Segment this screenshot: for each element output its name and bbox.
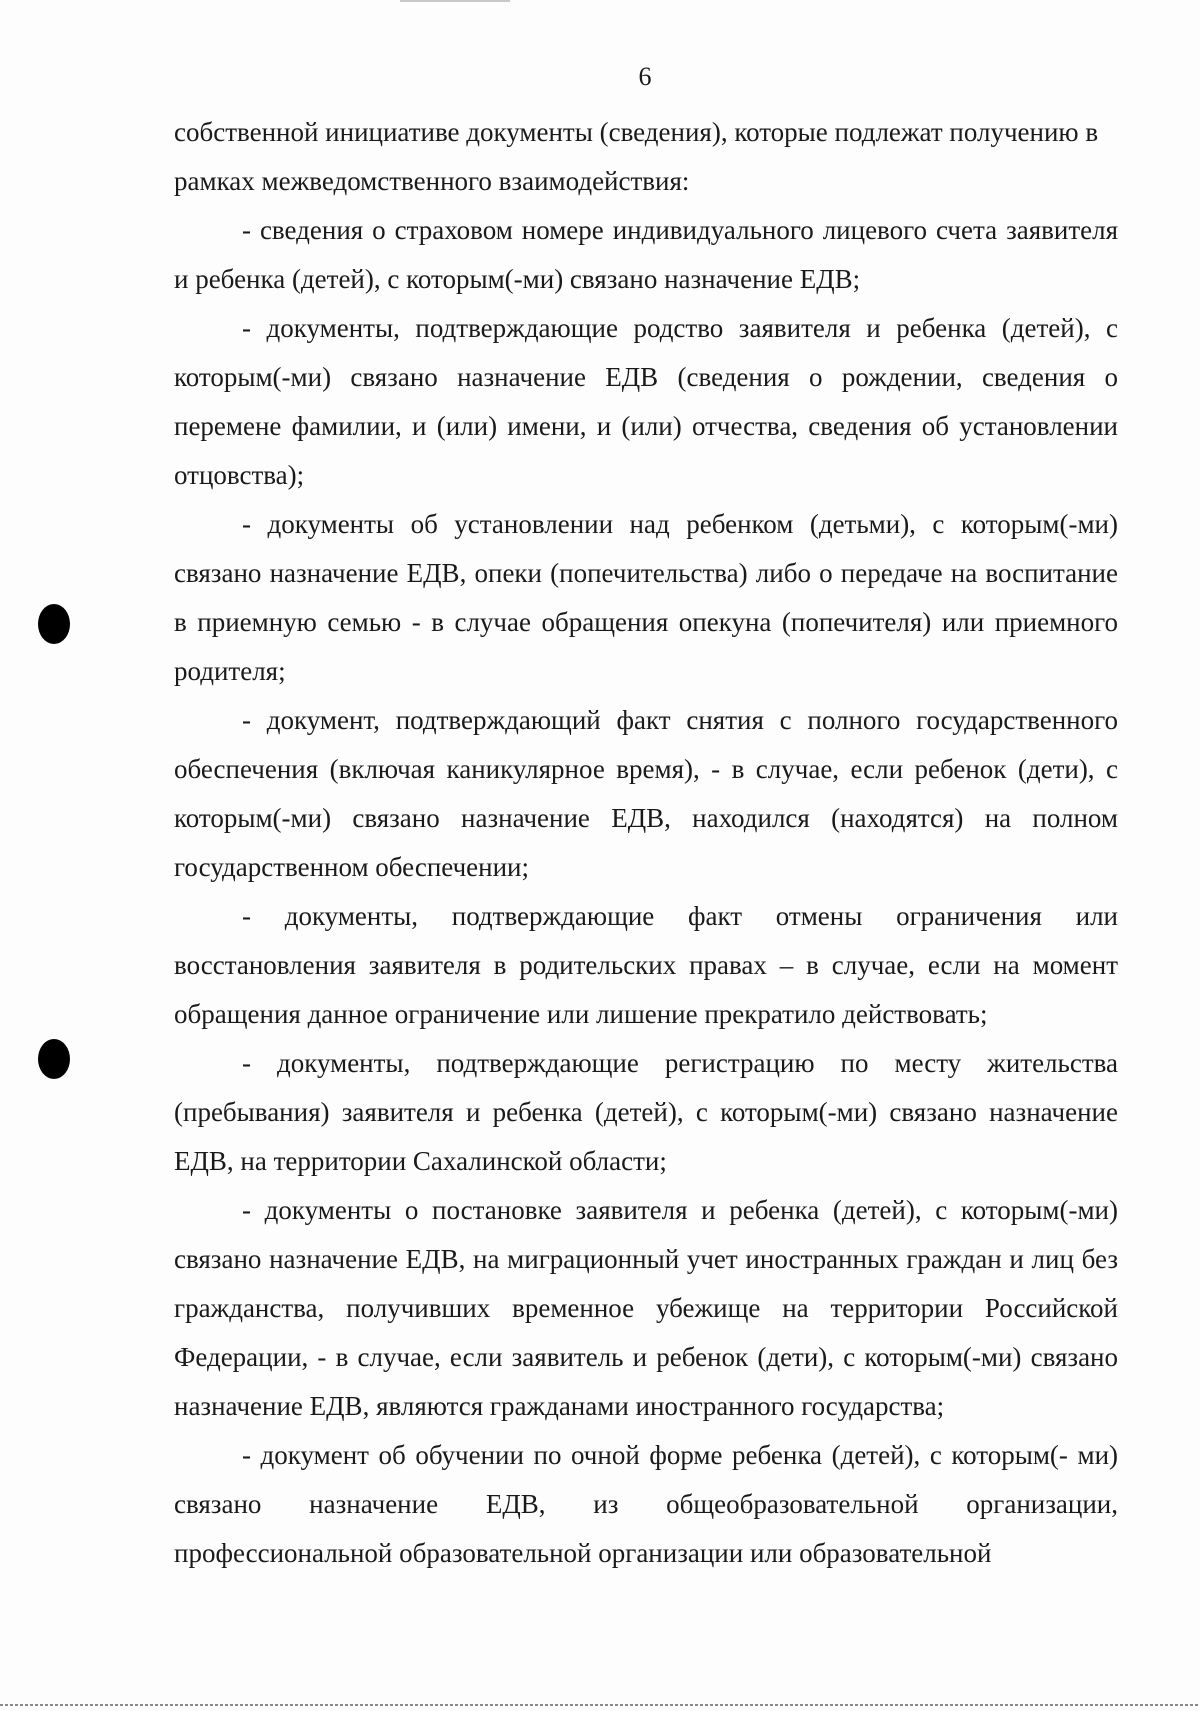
text-line: Федерации, - в случае, если заявитель и ребенок (дети), с которым(-ми) [174,1342,1022,1372]
list-item-paragraph [174,1186,1118,1431]
text-line: обращения данное ограничение или лишение прекратило действовать; [174,999,988,1029]
text-line: назначение ЕДВ, на территории Сахалинской области; [174,1097,1118,1176]
text-line: - документы, подтверждающие регистрацию по месту жительства [242,1048,1118,1078]
text-line: перемене фамилии, и (или) имени, и (или) отчества, сведения об [174,411,950,441]
text-line: ми) связано назначение ЕДВ, из общеобразовательной организации, [174,1440,1119,1519]
text-line: установлении отцовства); [174,411,1118,490]
scan-artifact-bottom [0,1704,1200,1706]
text-line: связано назначение ЕДВ, опеки (попечительства) либо о передаче на [174,558,978,588]
text-line: профессиональной образовательной организации или образовательной [174,1538,992,1568]
text-line: связано назначение ЕДВ, являются гражданами иностранного государства; [174,1342,1119,1421]
text-line: государственном обеспечении; [174,852,529,882]
page-number: 6 [638,62,652,91]
binder-hole-mark [38,604,70,644]
list-item-paragraph [174,696,1118,892]
list-item-paragraph [174,304,1118,500]
text-line: которым(-ми) связано назначение ЕДВ, находился (находятся) на полном [174,803,1118,833]
binder-hole-mark [38,1039,70,1079]
list-item-paragraph [174,1039,1118,1186]
document-body [174,108,1118,1578]
text-line: - документы, подтверждающие факт отмены ограничения или [242,901,1118,931]
list-item-paragraph [174,892,1118,1039]
text-line: - документы о постановке заявителя и ребенка (детей), с которым(-ми) [242,1195,1118,1225]
scan-artifact-top [400,0,510,2]
list-item-paragraph [174,500,1118,696]
text-line: - документы об установлении над ребенком (детьми), с которым(-ми) [242,509,1118,539]
text-line: обеспечения (включая каникулярное время), - в случае, если ребенок (дети), с [174,754,1118,784]
text-line: получению в рамках межведомственного взаимодействия: [174,117,1099,196]
text-line: - документ, подтверждающий факт снятия с полного государственного [242,705,1118,735]
text-line: которым(-ми) связано назначение ЕДВ (сведения о рождении, сведения о [174,362,1118,392]
continuation-paragraph [174,108,1118,206]
text-line: - документы, подтверждающие родство заявителя и ребенка (детей), с [242,313,1118,343]
text-line: заявителя и ребенка (детей), с которым(-ми) связано назначение ЕДВ; [174,215,1119,294]
text-line: собственной инициативе документы (сведения), которые подлежат [174,117,943,147]
text-line: (пребывания) заявителя и ребенка (детей), с которым(-ми) связано [174,1097,977,1127]
text-line: восстановления заявителя в родительских правах – в случае, если на момент [174,950,1118,980]
text-line: или приемного родителя; [174,607,1119,686]
list-item-paragraph [174,206,1118,304]
text-line: - документ об обучении по очной форме ребенка (детей), с которым(- [242,1440,1068,1470]
list-item-paragraph [174,1431,1118,1578]
text-line: без гражданства, получивших временное убежище на территории Российской [174,1244,1118,1323]
text-line: - сведения о страховом номере индивидуального лицевого счета [242,215,998,245]
text-line: связано назначение ЕДВ, на миграционный учет иностранных граждан и лиц [174,1244,1074,1274]
text-line: воспитание в приемную семью - в случае обращения опекуна (попечителя) [174,558,1118,637]
